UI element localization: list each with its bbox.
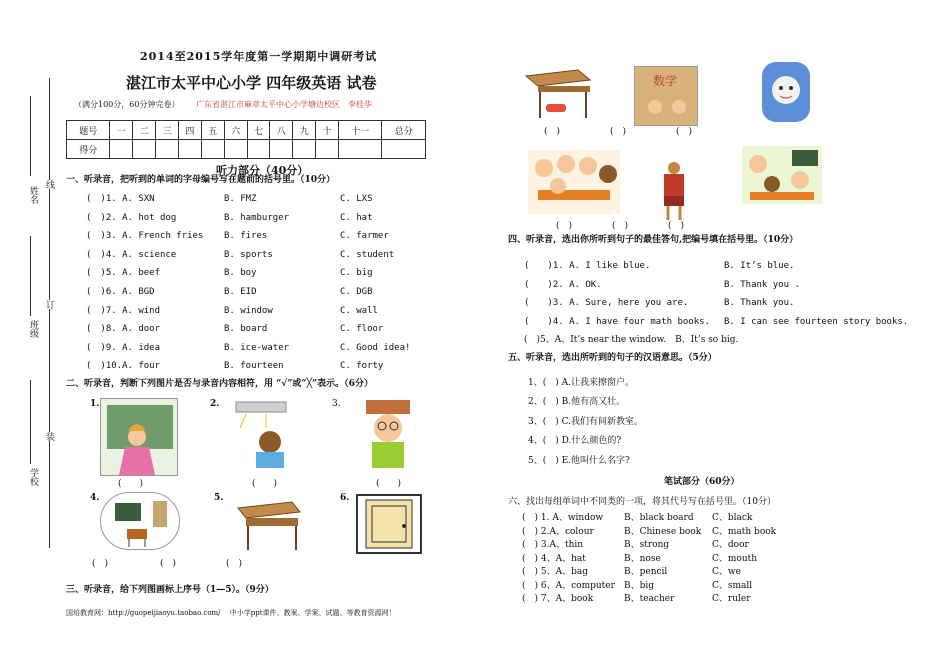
- s2-picture-boy-light: [228, 398, 306, 468]
- score-input-cell[interactable]: [247, 140, 270, 159]
- s2-bracket-1[interactable]: ( ): [118, 479, 144, 489]
- s6-item-b: B、strong: [624, 540, 670, 550]
- svg-text:数学: 数学: [653, 74, 678, 88]
- s3-bracket-1[interactable]: ( ): [544, 127, 561, 137]
- s4-item-5: ( )5、A、It’s near the window. B、It’s so big.: [524, 335, 739, 345]
- s3-bracket-4[interactable]: ( ): [556, 221, 573, 231]
- s1-item-c: C. wall: [340, 305, 378, 316]
- s1-item-c: C. floor: [340, 324, 384, 335]
- s3-picture-desk-car: [522, 66, 594, 122]
- door-icon: [358, 496, 420, 552]
- section6-title: 六、找出每组单词中不同类的一项，将其代号写在括号里。（10分）: [508, 497, 776, 507]
- score-input-cell[interactable]: [339, 140, 382, 159]
- s1-item-a: ( )9. A. idea: [86, 342, 161, 353]
- s6-item-a: ( ) 2.A、colour: [522, 526, 594, 537]
- boy-with-book-icon: [352, 396, 424, 472]
- score-cell: 四: [179, 121, 202, 140]
- score-cell: 九: [293, 121, 316, 140]
- s1-item-c: C. DGB: [340, 287, 373, 297]
- s3-bracket-3[interactable]: ( ): [676, 127, 693, 137]
- s2-num-2: 2.: [210, 399, 220, 409]
- s1-item-b: B. hamburger: [224, 212, 290, 223]
- s6-item-c: C、ruler: [712, 594, 751, 604]
- s2-num-6: 6.: [340, 493, 350, 503]
- binding-label-ding: 订: [44, 300, 54, 309]
- class-label: 班级: [28, 320, 38, 338]
- s1-item-b: B. window: [224, 305, 273, 316]
- subtitle-right: 广东省湛江市麻章太平中心小学塘边校区 李桂华: [196, 100, 372, 109]
- s6-item-b: B、nose: [624, 553, 661, 564]
- s1-item-a: ( )10.A. four: [86, 361, 161, 372]
- class-line: [30, 236, 31, 316]
- s6-item-b: B、pencil: [624, 567, 668, 577]
- school-title: 湛江市太平中心小学 四年级英语 试卷: [126, 74, 377, 92]
- girl-at-board-icon: [101, 399, 178, 476]
- s1-item-a: ( )7. A. wind: [86, 305, 161, 316]
- s3-picture-classmates: [742, 146, 822, 204]
- score-input-cell[interactable]: [133, 140, 156, 159]
- score-input-cell[interactable]: [179, 140, 202, 159]
- score-input-cell[interactable]: [110, 140, 133, 159]
- s3-picture-math-book: [634, 66, 698, 126]
- s6-item-c: C、we: [712, 567, 741, 577]
- s2-picture-classroom: [100, 492, 180, 550]
- s1-item-c: C. hat: [340, 212, 373, 223]
- s3-picture-kids-table: [528, 150, 620, 214]
- s6-item-c: C、black: [712, 513, 753, 523]
- s1-item-c: C. forty: [340, 361, 384, 372]
- score-input-cell[interactable]: [316, 140, 339, 159]
- s6-item-c: C、mouth: [712, 553, 758, 564]
- score-cell: 十: [316, 121, 339, 140]
- desk-with-car-icon: [522, 66, 594, 122]
- s1-item-a: ( )1. A. SXN: [86, 194, 155, 204]
- s1-item-b: B. fourteen: [224, 361, 284, 372]
- s2-bracket-5[interactable]: ( ): [160, 559, 177, 569]
- score-cell: 题号: [67, 121, 110, 140]
- score-input-cell[interactable]: [382, 140, 426, 159]
- s6-item-b: B、Chinese book: [624, 526, 702, 537]
- s6-item-c: C、small: [712, 580, 753, 591]
- s3-picture-bag: [750, 54, 822, 126]
- kids-at-table-icon: [528, 150, 620, 214]
- s2-num-4: 4.: [90, 493, 100, 503]
- score-input-cell[interactable]: [293, 140, 316, 159]
- s1-item-a: ( )3. A. French fries: [86, 231, 204, 242]
- s1-item-b: B. FMZ: [224, 194, 257, 204]
- s6-item-b: B、big: [624, 580, 655, 591]
- schoolbag-icon: [750, 54, 822, 126]
- boy-under-light-icon: [228, 398, 306, 468]
- s2-bracket-3[interactable]: ( ): [376, 479, 402, 489]
- s1-item-b: B. ice-water: [224, 342, 290, 353]
- s3-bracket-6[interactable]: ( ): [668, 221, 685, 231]
- score-cell: 三: [156, 121, 179, 140]
- s3-picture-tall-boy: [646, 160, 702, 222]
- s6-item-c: C、math book: [712, 526, 777, 537]
- name-label: 姓名: [28, 186, 38, 204]
- binding-line: [49, 78, 50, 548]
- basketball-player-icon: [646, 160, 702, 222]
- s3-bracket-5[interactable]: ( ): [612, 221, 629, 231]
- s1-item-c: C. farmer: [340, 231, 389, 242]
- s1-item-a: ( )6. A. BGD: [86, 287, 155, 297]
- s1-item-a: ( )4. A. science: [86, 249, 177, 260]
- s2-num-1: 1.: [90, 399, 100, 409]
- s4-item-a: ( )4. A. I have four math books.: [524, 316, 710, 327]
- s2-num-5: 5.: [214, 493, 224, 503]
- s1-item-b: B. boy: [224, 268, 257, 279]
- written-heading: 笔试部分（60分）: [664, 477, 740, 487]
- s4-item-b: B. Thank you .: [724, 279, 800, 290]
- exam-title: 2014至2015学年度第一学期期中调研考试: [140, 50, 378, 63]
- score-cell: 五: [201, 121, 224, 140]
- score-cell: 十一: [339, 121, 382, 140]
- s4-item-b: B. Thank you.: [724, 298, 795, 309]
- s1-item-b: B. EID: [224, 287, 257, 297]
- s2-picture-girl-board: [100, 398, 178, 476]
- s2-bracket-2[interactable]: ( ): [252, 479, 278, 489]
- score-input-cell[interactable]: [224, 140, 247, 159]
- score-table-header-row: [67, 121, 426, 140]
- math-book-icon: [635, 67, 698, 126]
- score-input-cell[interactable]: [156, 140, 179, 159]
- s3-bracket-2[interactable]: ( ): [610, 127, 627, 137]
- s1-item-c: C. LXS: [340, 194, 373, 204]
- s5-item: 3、( ) C.我们有间新教室。: [528, 416, 644, 427]
- score-table-score-row: [67, 140, 426, 159]
- binding-label-line: 线: [44, 180, 54, 189]
- s1-item-a: ( )5. A. beef: [86, 268, 161, 279]
- s1-item-c: C. Good idea!: [340, 342, 411, 353]
- classroom-icon: [101, 493, 180, 550]
- score-cell: 七: [247, 121, 270, 140]
- s6-item-b: B、teacher: [624, 594, 675, 604]
- s6-item-a: ( ) 1. A、window: [522, 513, 604, 523]
- footer-text: 国培教育网：http://guopeijiaoyu.taobao.com/ 中小学ppt课件、教案、学案、试题、等教育资源网！: [66, 609, 396, 617]
- s1-item-b: B. board: [224, 324, 268, 335]
- s4-item-a: ( )1. A. I like blue.: [524, 261, 651, 271]
- s1-item-a: ( )2. A. hot dog: [86, 212, 177, 223]
- s5-item: 1、( ) A.让我来擦窗户。: [528, 378, 634, 388]
- score-input-cell[interactable]: [270, 140, 293, 159]
- s2-picture-desk: [232, 494, 304, 554]
- s1-item-b: B. sports: [224, 249, 273, 260]
- s5-item: 4、( ) D.什么颜色的?: [528, 436, 622, 447]
- s2-bracket-6[interactable]: ( ): [226, 559, 243, 569]
- s1-item-c: C. student: [340, 249, 395, 260]
- s6-item-a: ( ) 5、A、bag: [522, 567, 588, 577]
- s2-bracket-4[interactable]: ( ): [92, 559, 109, 569]
- school-label: 学校: [28, 468, 38, 486]
- section1-title: 一、听录音，把听到的单词的字母编号写在题前的括号里。（10分）: [66, 175, 336, 185]
- score-row-label: 得分: [67, 140, 110, 159]
- score-input-cell[interactable]: [201, 140, 224, 159]
- s6-item-a: ( ) 3.A、thin: [522, 540, 584, 550]
- binding-label-zhuang: 装: [44, 432, 54, 441]
- score-cell: 六: [224, 121, 247, 140]
- s1-item-c: C. big: [340, 268, 373, 279]
- s6-item-b: B、black board: [624, 513, 694, 523]
- s1-item-a: ( )8. A. door: [86, 324, 161, 335]
- score-cell: 一: [110, 121, 133, 140]
- s5-item: 5、( ) E.他叫什么名字?: [528, 455, 630, 466]
- s5-item: 2、( ) B.他有高又壮。: [528, 397, 626, 408]
- classmates-icon: [742, 146, 822, 204]
- s6-item-a: ( ) 4、A、hat: [522, 553, 586, 564]
- desk-icon: [232, 494, 304, 554]
- s6-item-a: ( ) 7、A、book: [522, 594, 594, 604]
- s4-item-a: ( )2. A. OK.: [524, 279, 602, 290]
- section4-title: 四、听录音，选出你所听到句子的最佳答句,把编号填在括号里。（10分）: [508, 235, 799, 245]
- score-table: [66, 120, 426, 159]
- section2-title: 二、听录音，判断下列图片是否与录音内容相符，用 “√”或“╳”表示。（6分）: [66, 379, 373, 389]
- school-line: [30, 380, 31, 464]
- s2-picture-book-head: [352, 396, 424, 472]
- score-cell: 二: [133, 121, 156, 140]
- subtitle-left: （满分100分，60分钟完卷）: [74, 100, 180, 109]
- score-cell: 总分: [382, 121, 426, 140]
- s2-picture-door: [356, 494, 422, 554]
- s4-item-a: ( )3. A. Sure, here you are.: [524, 298, 689, 309]
- s2-num-3: 3.: [332, 399, 341, 409]
- s6-item-a: ( ) 6、A、computer: [522, 580, 615, 591]
- s6-item-c: C、door: [712, 540, 749, 550]
- score-cell: 八: [270, 121, 293, 140]
- section3-title: 三、听录音，给下列图画标上序号（1—5）。（9分）: [66, 585, 274, 595]
- name-line: [30, 96, 31, 176]
- s1-item-b: B. fires: [224, 231, 268, 242]
- s4-item-b: B. I can see fourteen story books.: [724, 316, 909, 327]
- section5-title: 五、听录音，选出所听到的句子的汉语意思。（5分）: [508, 353, 717, 363]
- listening-heading: 听力部分（40分）: [216, 164, 309, 177]
- s4-item-b: B. It’s blue.: [724, 261, 795, 271]
